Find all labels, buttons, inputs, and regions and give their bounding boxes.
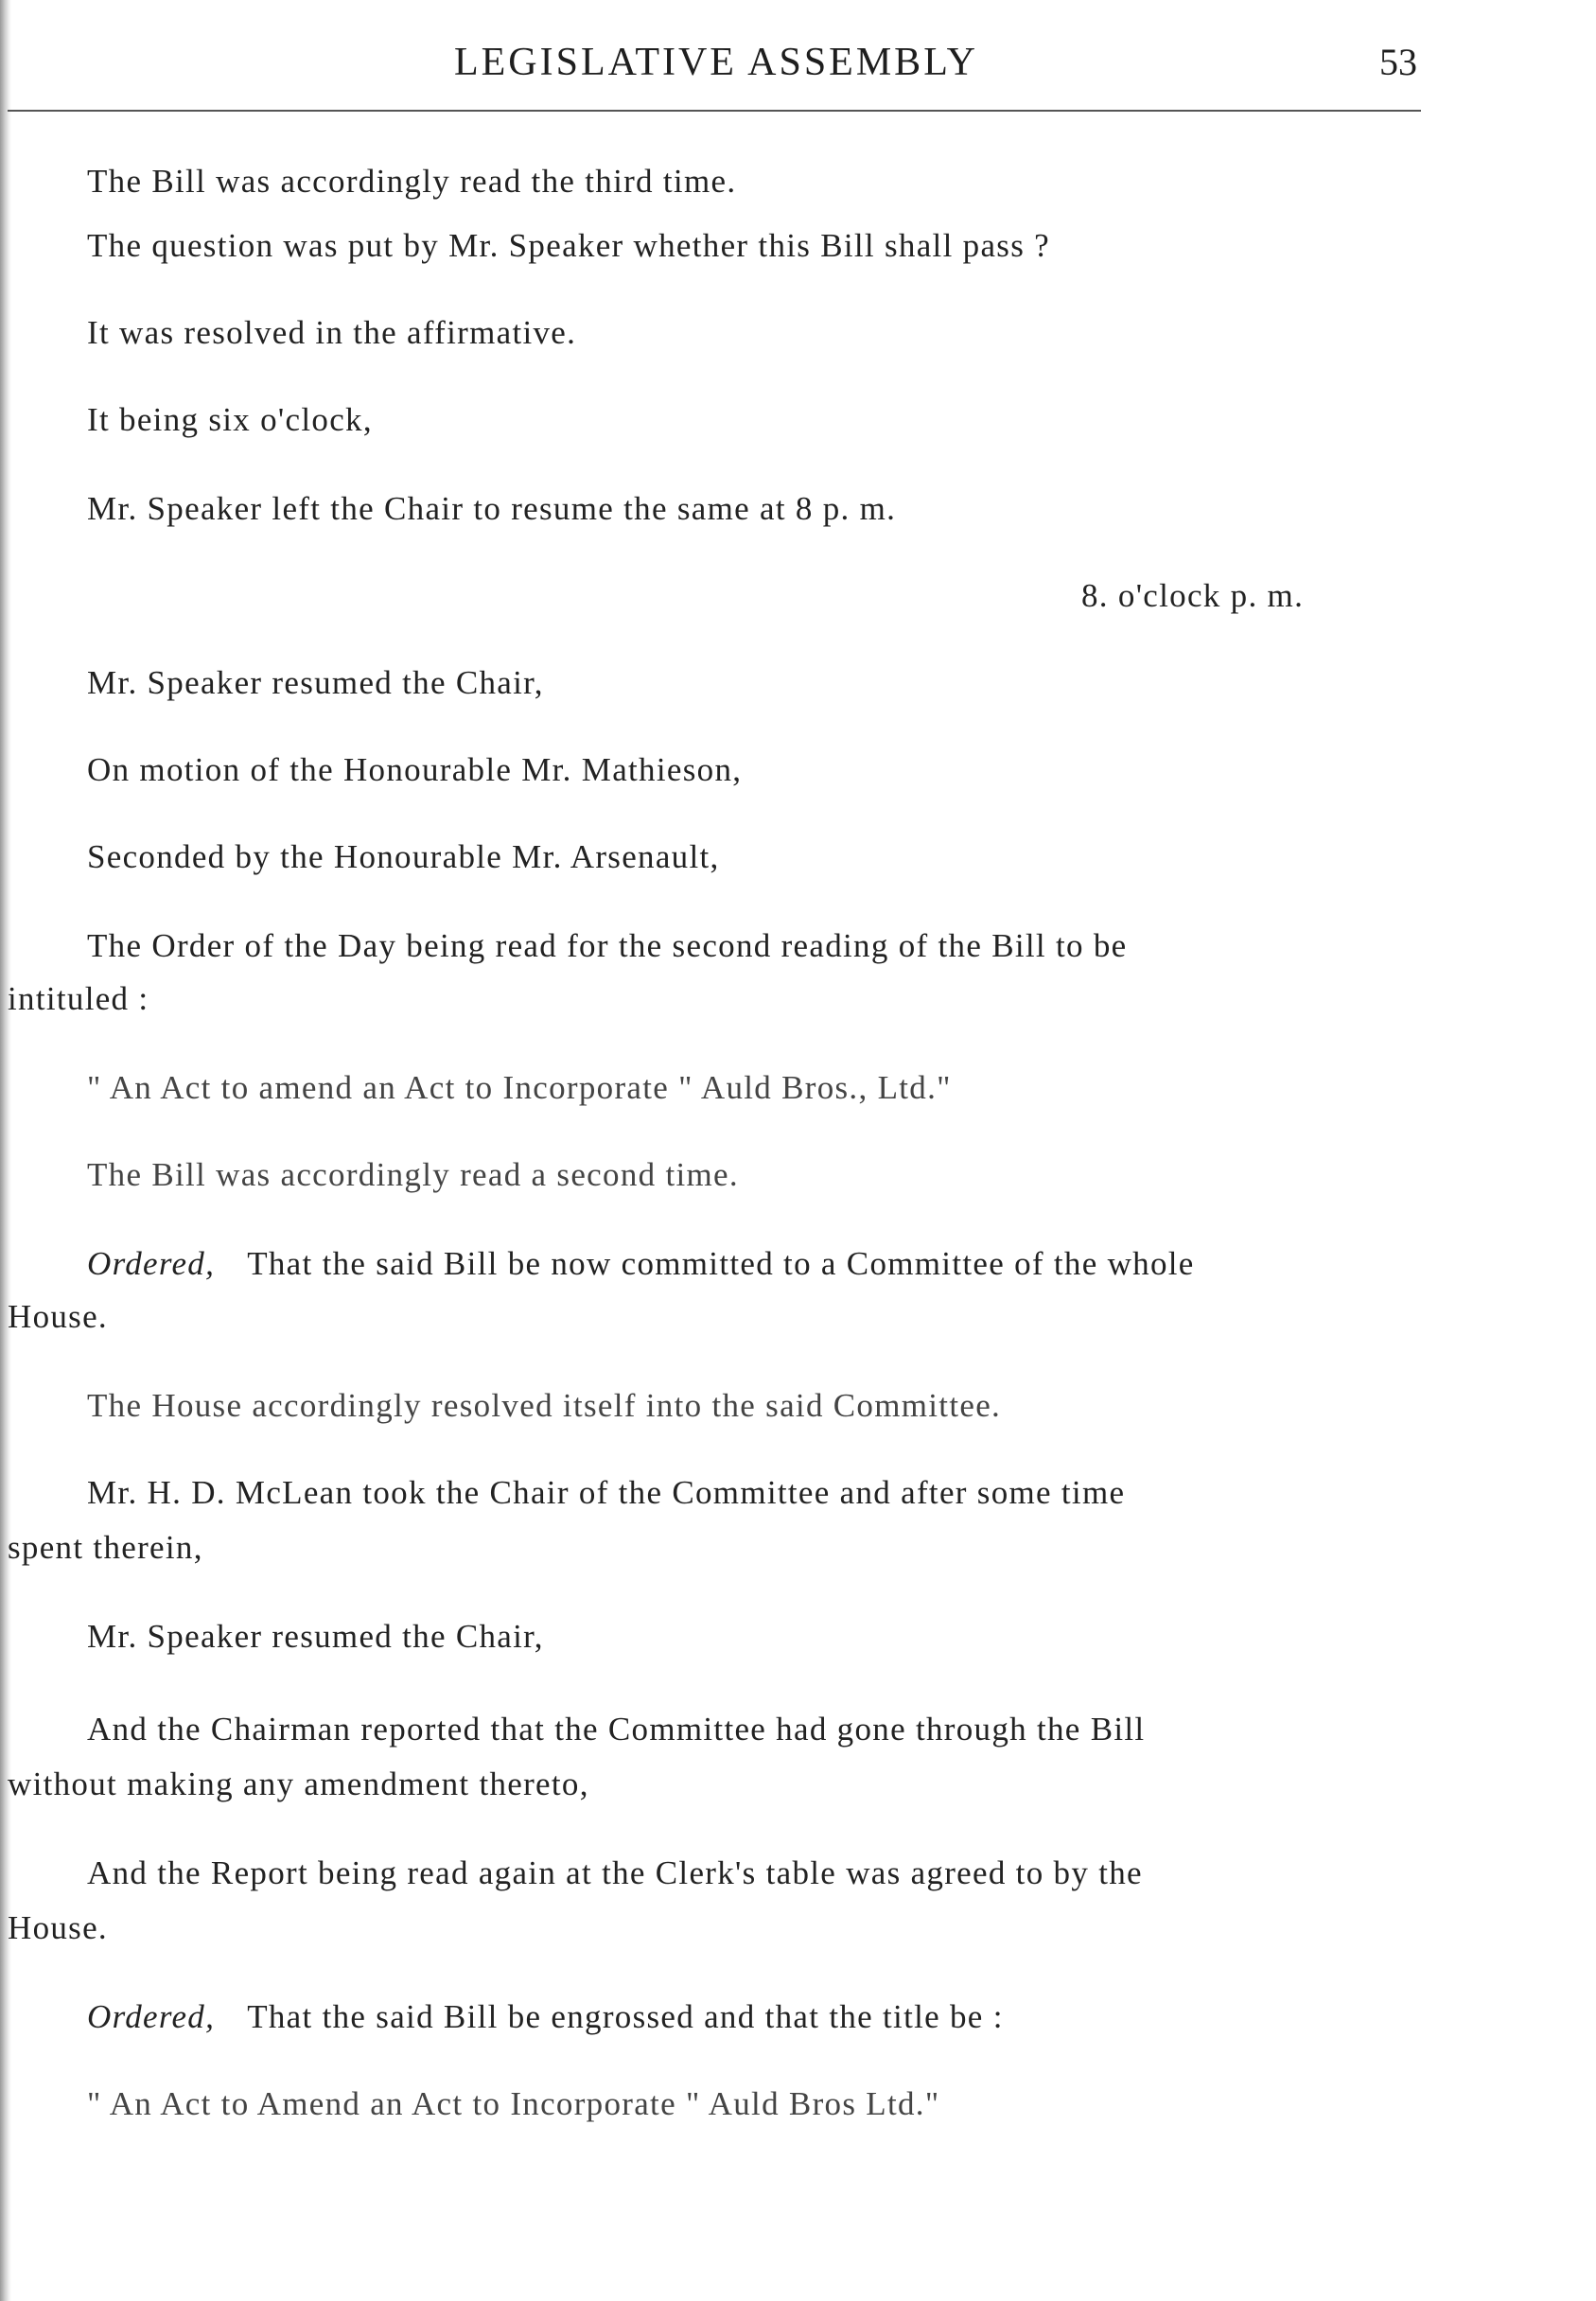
paragraph-seconded: Seconded by the Honourable Mr. Arsenault, <box>87 838 720 875</box>
paragraph-resolved: It was resolved in the affirmative. <box>87 314 577 351</box>
paragraph-speaker-resumed: Mr. Speaker resumed the Chair, <box>87 664 544 701</box>
time-stamp: 8. o'clock p. m. <box>1081 577 1305 614</box>
bill-final-title-quote: " An Act to Amend an Act to Incorporate " Auld Bros Ltd." <box>87 2085 940 2122</box>
paragraph-mclean-line2: spent therein, <box>8 1529 203 1566</box>
paragraph-ordered-engrossed <box>87 1998 1004 2036</box>
page-header-title: LEGISLATIVE ASSEMBLY <box>454 41 978 84</box>
paragraph-motion: On motion of the Honourable Mr. Mathieson, <box>87 751 743 788</box>
paragraph-report-agreed-line1: And the Report being read again at the Clerk's table was agreed to by the <box>87 1854 1143 1891</box>
ordered-label: Ordered, <box>87 1245 216 1282</box>
ordered-engrossed-text: That the said Bill be engrossed and that the title be : <box>247 1998 1004 2035</box>
paragraph-chairman-reported-line2: without making any amendment thereto, <box>8 1765 589 1802</box>
ordered-label: Ordered, <box>87 1998 216 2035</box>
paragraph-speaker-left: Mr. Speaker left the Chair to resume the same at 8 p. m. <box>87 490 897 527</box>
bill-title-quote: " An Act to amend an Act to Incorporate " Auld Bros., Ltd." <box>87 1069 952 1106</box>
paragraph-ordered-committed-line1 <box>87 1245 1195 1283</box>
header-rule <box>8 110 1421 112</box>
paragraph-report-agreed-line2: House. <box>8 1909 108 1946</box>
paragraph-speaker-resumed-2: Mr. Speaker resumed the Chair, <box>87 1618 544 1655</box>
paragraph-six-oclock: It being six o'clock, <box>87 401 373 438</box>
paragraph-ordered-committed-line2: House. <box>8 1298 108 1335</box>
paragraph-third-reading: The Bill was accordingly read the third time. <box>87 163 737 200</box>
ordered-committed-text: That the said Bill be now committed to a Committee of the whole <box>247 1245 1195 1282</box>
paragraph-mclean-line1: Mr. H. D. McLean took the Chair of the Committee and after some time <box>87 1474 1126 1511</box>
page-number: 53 <box>1379 41 1417 83</box>
page-edge-shadow <box>0 0 11 2301</box>
paragraph-order-of-day-line2: intituled : <box>8 980 149 1017</box>
paragraph-chairman-reported-line1: And the Chairman reported that the Committee had gone through the Bill <box>87 1711 1146 1748</box>
paragraph-order-of-day-line1: The Order of the Day being read for the second reading of the Bill to be <box>87 927 1128 964</box>
paragraph-house-resolved: The House accordingly resolved itself into the said Committee. <box>87 1387 1002 1424</box>
paragraph-question-put: The question was put by Mr. Speaker whether this Bill shall pass ? <box>87 227 1051 264</box>
page-header <box>0 40 1596 97</box>
paragraph-second-reading: The Bill was accordingly read a second time. <box>87 1156 739 1193</box>
